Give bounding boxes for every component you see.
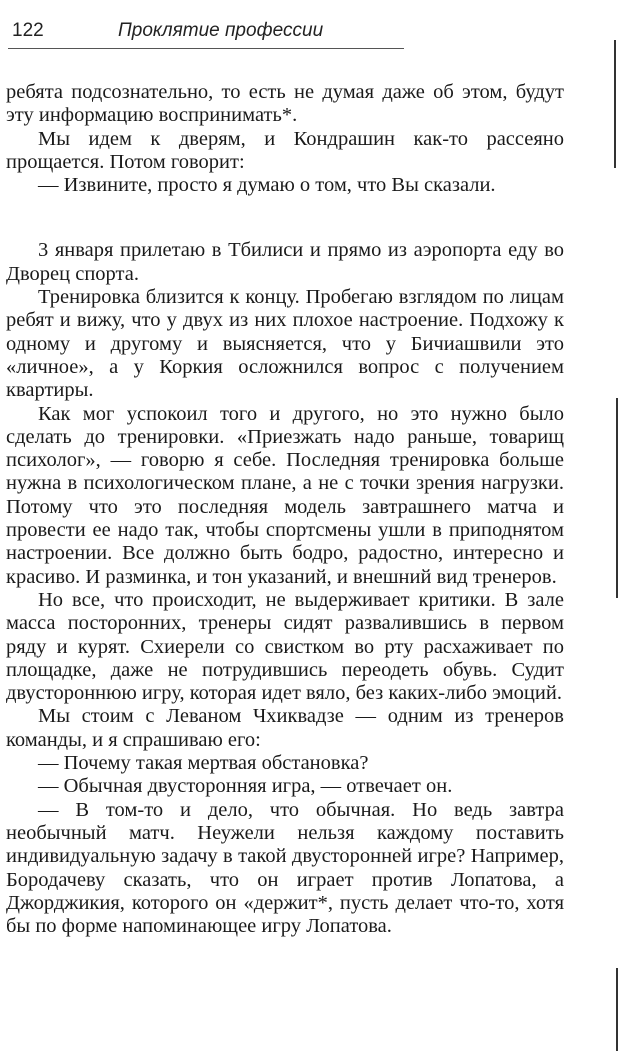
running-title: Проклятие профессии <box>118 20 324 41</box>
body-text <box>6 81 564 938</box>
paragraph-continued: ребята подсознательно, то есть не думая даже об этом, будут эту информацию воспринимать*. <box>6 81 564 127</box>
paragraph: Как мог успокоил того и другого, но это нужно было сделать до тренировки. «Приезжать надо раньше, товарищ психолог», — говорю я себе. Последняя тренировка больше нужна в психологическом плане, а не с точки зрения нагрузки. Потому что это последняя модель завтрашнего матча и провести ее надо так, чтобы спортсмены ушли в приподнятом настроении. Все должно быть бодро, радостно, интересно и красиво. И разминка, и тон указаний, и внешний вид тренеров. <box>6 402 564 588</box>
paragraph: — Извините, просто я думаю о том, что Вы сказали. <box>38 174 496 197</box>
dialogue-line: — Обычная двусторонняя игра, — отвечает он. <box>38 775 453 798</box>
dialogue-line: — Почему такая мертвая обстановка? <box>38 752 369 775</box>
page-header <box>0 0 620 52</box>
paragraph: Тренировка близится к концу. Пробегаю взглядом по лицам ребят и вижу, что у двух из них плохое настроение. Подхожу к одному и другому и выясняется, что у Бичиашвили это «личное», а у Коркия осложнился вопрос с получением квартиры. <box>6 286 564 402</box>
paragraph: Мы стоим с Леваном Чхиквадзе — одним из тренеров команды, и я спрашиваю его: <box>6 705 564 751</box>
edge-mark-bottom <box>616 968 618 1051</box>
paragraph: Мы идем к дверям, и Кондрашин как-то рассеяно прощается. Потом говорит: <box>6 127 564 173</box>
header-rule <box>8 48 404 49</box>
edge-mark-middle <box>616 398 618 598</box>
section-gap <box>6 197 564 239</box>
dialogue-line: — В том-то и дело, что обычная. Но ведь завтра необычный матч. Неужели нельзя каждому поставить индивидуальную задачу в такой двусторонней игре? Например, Бородачеву сказать, что он играет против Лопатова, а Джорджикия, которого он «держит*, пусть делает что-то, хотя бы по форме напоминающее игру Лопатова. <box>6 798 564 938</box>
page-number: 122 <box>12 20 44 41</box>
paragraph: 3 января прилетаю в Тбилиси и прямо из аэропорта еду во Дворец спорта. <box>6 239 564 285</box>
edge-mark-top <box>614 40 616 168</box>
paragraph: Но все, что происходит, не выдерживает критики. В зале масса посторонних, тренеры сидят развалившись в первом ряду и курят. Схиерели со свистком во рту расхаживает по площадке, даже не потрудившись переодеть обувь. Судит двустороннюю игру, которая идет вяло, без каких-либо эмоций. <box>6 588 564 705</box>
